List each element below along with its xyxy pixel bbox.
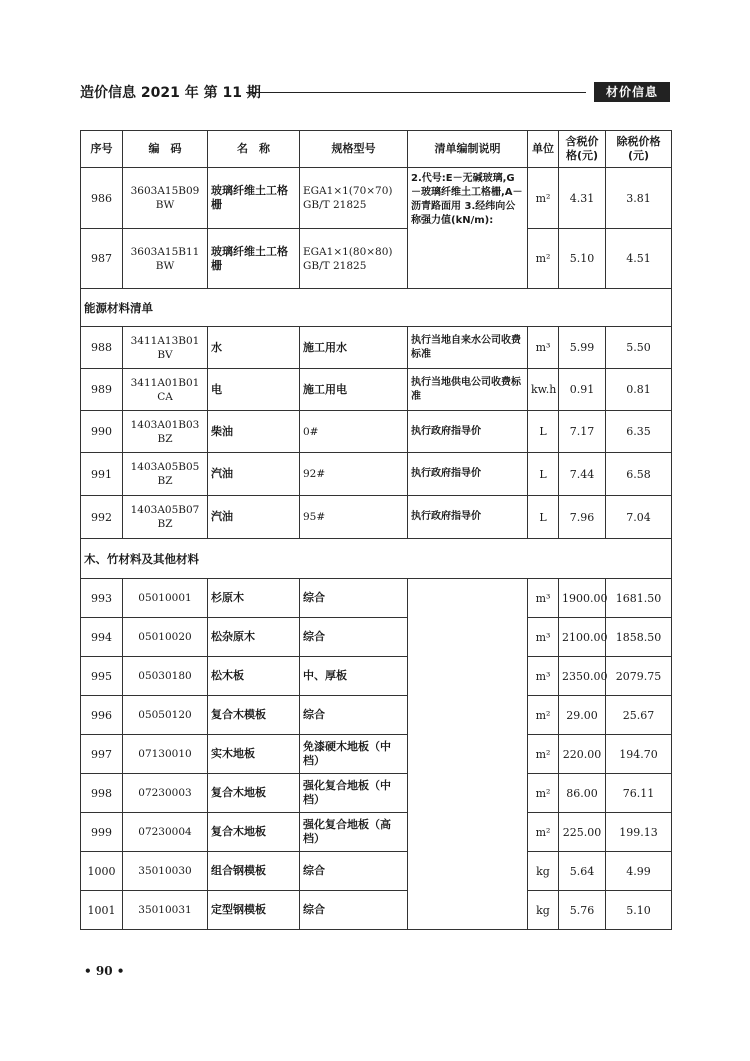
- cell-spec: 综合: [300, 579, 408, 618]
- table-row: [81, 496, 672, 539]
- cell-tax-price: 2350.00: [559, 657, 606, 696]
- table-row: [81, 453, 672, 496]
- publication-title: 造价信息 2021 年 第 11 期: [80, 85, 261, 101]
- table-row: [81, 369, 672, 411]
- cell-notax-price: 1858.50: [606, 618, 672, 657]
- cell-name: 汽油: [208, 453, 300, 496]
- table-row: [81, 735, 672, 774]
- cell-note: 2.代号:E－无碱玻璃,G－玻璃纤维土工格栅,A－沥青路面用 3.经纬向公称强力值(kN/m):: [408, 168, 528, 289]
- table-row: [81, 657, 672, 696]
- cell-spec: 综合: [300, 852, 408, 891]
- cell-notax-price: 194.70: [606, 735, 672, 774]
- cell-name: 组合钢模板: [208, 852, 300, 891]
- cell-spec: 0#: [300, 411, 408, 453]
- cell-unit: m³: [528, 657, 559, 696]
- header-rule: [246, 92, 586, 93]
- cell-name: 复合木模板: [208, 696, 300, 735]
- cell-code: 3603A15B11 BW: [123, 229, 208, 289]
- cell-spec: 免漆硬木地板（中档）: [300, 735, 408, 774]
- cell-name: 电: [208, 369, 300, 411]
- cell-notax-price: 4.51: [606, 229, 672, 289]
- col-header: 序号: [81, 131, 123, 168]
- cell-unit: m³: [528, 618, 559, 657]
- col-header: 规格型号: [300, 131, 408, 168]
- cell-code: 05010001: [123, 579, 208, 618]
- table-row: [81, 774, 672, 813]
- cell-code: 05030180: [123, 657, 208, 696]
- cell-spec: 综合: [300, 891, 408, 930]
- section-title-wood: 木、竹材料及其他材料: [81, 539, 672, 579]
- cell-tax-price: 0.91: [559, 369, 606, 411]
- cell-no: 986: [81, 168, 123, 229]
- cell-spec: EGA1×1(80×80) GB/T 21825: [300, 229, 408, 289]
- table-row: [81, 168, 672, 229]
- cell-no: 988: [81, 327, 123, 369]
- cell-spec: 施工用电: [300, 369, 408, 411]
- section-row: [81, 289, 672, 327]
- cell-name: 杉原木: [208, 579, 300, 618]
- table-row: [81, 618, 672, 657]
- cell-unit: m²: [528, 168, 559, 229]
- cell-tax-price: 220.00: [559, 735, 606, 774]
- cell-no: 994: [81, 618, 123, 657]
- cell-tax-price: 29.00: [559, 696, 606, 735]
- cell-tax-price: 4.31: [559, 168, 606, 229]
- cell-code: 35010030: [123, 852, 208, 891]
- cell-code: 1403A05B05 BZ: [123, 453, 208, 496]
- cell-notax-price: 4.99: [606, 852, 672, 891]
- cell-unit: L: [528, 453, 559, 496]
- table-row: [81, 852, 672, 891]
- section-row: [81, 539, 672, 579]
- cell-notax-price: 5.10: [606, 891, 672, 930]
- cell-unit: m²: [528, 735, 559, 774]
- cell-note: 执行政府指导价: [408, 411, 528, 453]
- col-header: 清单编制说明: [408, 131, 528, 168]
- cell-note: 执行当地供电公司收费标准: [408, 369, 528, 411]
- cell-no: 997: [81, 735, 123, 774]
- cell-code: 3603A15B09 BW: [123, 168, 208, 229]
- cell-spec: 施工用水: [300, 327, 408, 369]
- cell-notax-price: 76.11: [606, 774, 672, 813]
- cell-no: 992: [81, 496, 123, 539]
- cell-tax-price: 5.64: [559, 852, 606, 891]
- cell-notax-price: 0.81: [606, 369, 672, 411]
- cell-name: 复合木地板: [208, 774, 300, 813]
- cell-no: 995: [81, 657, 123, 696]
- cell-code: 3411A13B01 BV: [123, 327, 208, 369]
- cell-spec: 综合: [300, 618, 408, 657]
- cell-no: 990: [81, 411, 123, 453]
- table-row: [81, 327, 672, 369]
- cell-unit: L: [528, 411, 559, 453]
- cell-tax-price: 5.10: [559, 229, 606, 289]
- cell-name: 定型钢模板: [208, 891, 300, 930]
- table-header-row: [81, 131, 672, 168]
- table-row: [81, 411, 672, 453]
- cell-code: 07230004: [123, 813, 208, 852]
- cell-name: 实木地板: [208, 735, 300, 774]
- cell-name: 松杂原木: [208, 618, 300, 657]
- cell-tax-price: 225.00: [559, 813, 606, 852]
- cell-tax-price: 7.44: [559, 453, 606, 496]
- col-header: 除税价格(元): [606, 131, 672, 168]
- cell-no: 998: [81, 774, 123, 813]
- cell-code: 05050120: [123, 696, 208, 735]
- cell-notax-price: 1681.50: [606, 579, 672, 618]
- section-badge: 材价信息: [594, 82, 670, 102]
- cell-unit: m³: [528, 579, 559, 618]
- table-row: [81, 891, 672, 930]
- cell-tax-price: 5.99: [559, 327, 606, 369]
- page-header: [80, 82, 670, 104]
- cell-code: 1403A05B07 BZ: [123, 496, 208, 539]
- cell-tax-price: 2100.00: [559, 618, 606, 657]
- page-number: • 90 •: [84, 964, 125, 978]
- cell-spec: 中、厚板: [300, 657, 408, 696]
- cell-code: 05010020: [123, 618, 208, 657]
- cell-spec: EGA1×1(70×70) GB/T 21825: [300, 168, 408, 229]
- cell-no: 1001: [81, 891, 123, 930]
- cell-unit: kg: [528, 891, 559, 930]
- cell-name: 柴油: [208, 411, 300, 453]
- cell-notax-price: 7.04: [606, 496, 672, 539]
- cell-spec: 92#: [300, 453, 408, 496]
- cell-code: 07230003: [123, 774, 208, 813]
- cell-unit: kw.h: [528, 369, 559, 411]
- cell-tax-price: 1900.00: [559, 579, 606, 618]
- cell-unit: m³: [528, 327, 559, 369]
- cell-name: 玻璃纤维土工格栅: [208, 229, 300, 289]
- cell-no: 999: [81, 813, 123, 852]
- cell-name: 玻璃纤维土工格栅: [208, 168, 300, 229]
- col-header: 单位: [528, 131, 559, 168]
- col-header: 含税价格(元): [559, 131, 606, 168]
- cell-note: 执行当地自来水公司收费标准: [408, 327, 528, 369]
- cell-code: 3411A01B01 CA: [123, 369, 208, 411]
- cell-no: 1000: [81, 852, 123, 891]
- cell-name: 汽油: [208, 496, 300, 539]
- cell-name: 复合木地板: [208, 813, 300, 852]
- cell-spec: 强化复合地板（中档）: [300, 774, 408, 813]
- cell-unit: kg: [528, 852, 559, 891]
- cell-code: 07130010: [123, 735, 208, 774]
- cell-notax-price: 25.67: [606, 696, 672, 735]
- cell-name: 松木板: [208, 657, 300, 696]
- cell-spec: 95#: [300, 496, 408, 539]
- cell-tax-price: 7.96: [559, 496, 606, 539]
- cell-note: 执行政府指导价: [408, 453, 528, 496]
- cell-no: 996: [81, 696, 123, 735]
- cell-tax-price: 86.00: [559, 774, 606, 813]
- cell-unit: m²: [528, 229, 559, 289]
- col-header: 编 码: [123, 131, 208, 168]
- table-row: [81, 696, 672, 735]
- col-header: 名 称: [208, 131, 300, 168]
- price-table: [80, 130, 672, 930]
- cell-name: 水: [208, 327, 300, 369]
- cell-notax-price: 5.50: [606, 327, 672, 369]
- cell-notax-price: 6.35: [606, 411, 672, 453]
- table-row: [81, 229, 672, 289]
- table-row: [81, 813, 672, 852]
- cell-tax-price: 5.76: [559, 891, 606, 930]
- cell-no: 991: [81, 453, 123, 496]
- cell-note: 执行政府指导价: [408, 496, 528, 539]
- cell-notax-price: 3.81: [606, 168, 672, 229]
- cell-spec: 综合: [300, 696, 408, 735]
- cell-unit: m²: [528, 696, 559, 735]
- cell-unit: m²: [528, 813, 559, 852]
- cell-spec: 强化复合地板（高档）: [300, 813, 408, 852]
- table-row: [81, 579, 672, 618]
- cell-notax-price: 2079.75: [606, 657, 672, 696]
- cell-code: 35010031: [123, 891, 208, 930]
- cell-note-empty: [408, 579, 528, 930]
- cell-no: 987: [81, 229, 123, 289]
- cell-no: 993: [81, 579, 123, 618]
- cell-tax-price: 7.17: [559, 411, 606, 453]
- cell-code: 1403A01B03 BZ: [123, 411, 208, 453]
- cell-unit: m²: [528, 774, 559, 813]
- cell-notax-price: 6.58: [606, 453, 672, 496]
- cell-notax-price: 199.13: [606, 813, 672, 852]
- cell-unit: L: [528, 496, 559, 539]
- cell-no: 989: [81, 369, 123, 411]
- section-title-energy: 能源材料清单: [81, 289, 672, 327]
